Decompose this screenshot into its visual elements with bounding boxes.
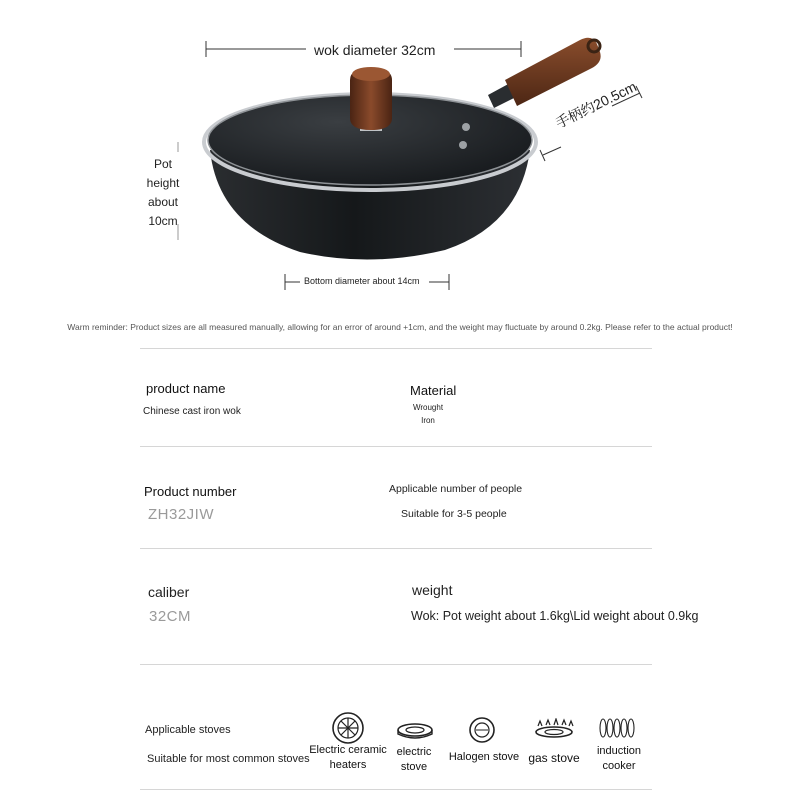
weight-label: weight (412, 582, 453, 598)
electric-stove-label: electric stove (396, 746, 432, 773)
divider (140, 446, 652, 447)
divider (140, 789, 652, 790)
gas-stove-icon (532, 718, 576, 742)
wok-diameter-label: wok diameter 32cm (314, 42, 436, 58)
electric-ceramic-heater-icon (331, 711, 365, 745)
material-value: Wrought Iron (412, 403, 444, 425)
halogen-stove-icon (468, 716, 496, 744)
gas-stove-label: gas stove (528, 751, 580, 765)
halogen-stove-label: Halogen stove (448, 751, 520, 763)
lid-vent-icon (462, 123, 470, 131)
product-name-label: product name (146, 381, 226, 396)
handle-length-label: 手柄约20.5cm (552, 78, 639, 132)
product-name-value: Chinese cast iron wok (143, 406, 241, 417)
caliber-label: caliber (148, 584, 190, 600)
material-label: Material (410, 383, 457, 398)
weight-value: Wok: Pot weight about 1.6kg\Lid weight about 0.9kg (411, 609, 699, 623)
stoves-value: Suitable for most common stoves (147, 753, 310, 765)
divider (140, 548, 652, 549)
stoves-label: Applicable stoves (145, 724, 231, 736)
people-label: Applicable number of people (389, 483, 523, 495)
divider (140, 348, 652, 349)
bottom-diameter-label: Bottom diameter about 14cm (304, 276, 420, 286)
lid-knob (350, 67, 392, 131)
caliber-value: 32CM (149, 608, 192, 625)
people-value: Suitable for 3-5 people (401, 508, 507, 520)
induction-cooker-label: induction cooker (596, 745, 642, 772)
electric-stove-icon (396, 722, 434, 740)
wok-handle (488, 38, 601, 108)
product-number-label: Product number (144, 484, 237, 499)
divider (140, 664, 652, 665)
induction-cooker-icon (598, 716, 638, 740)
pot-height-label: Pot height about 10cm (146, 157, 180, 228)
product-number-value: ZH32JIW (148, 506, 215, 523)
warm-reminder: Warm reminder: Product sizes are all measured manually, allowing for an error of around +1cm, and the weight may fluctuate by around 0.2kg. Please refer to the actual product! (67, 322, 733, 332)
electric-ceramic-heater-label: Electric ceramic heaters (309, 744, 387, 771)
